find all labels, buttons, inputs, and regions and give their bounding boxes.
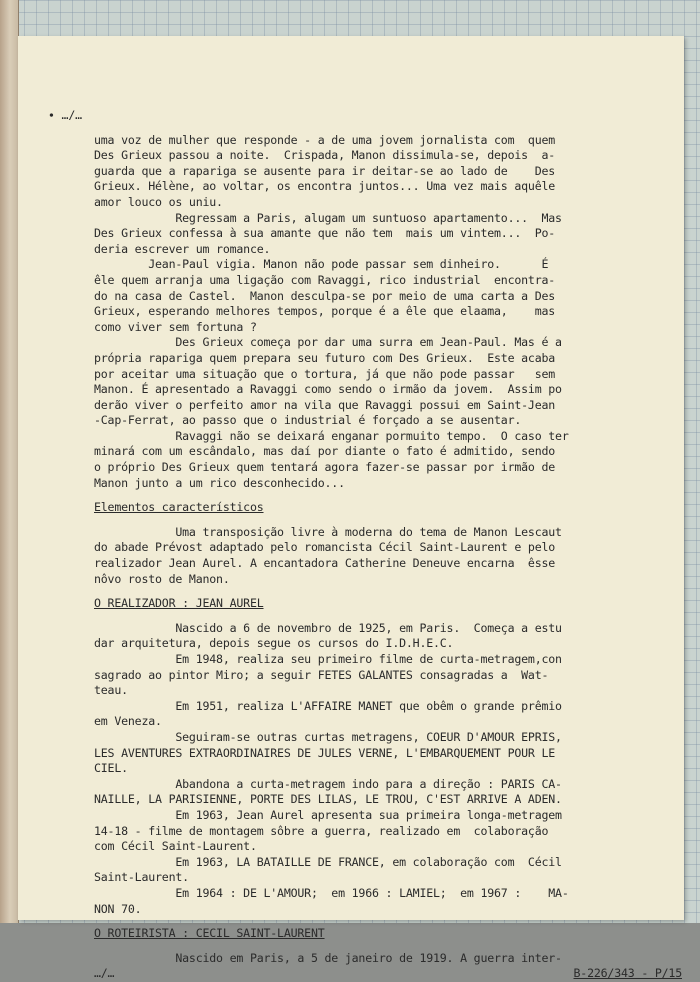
- text-line: NAILLE, LA PARISIENNE, PORTE DES LILAS, LE TROU, C'EST ARRIVE A ADEN.: [94, 792, 562, 807]
- page-footer: [94, 966, 682, 982]
- synopsis-paragraphs: [94, 133, 668, 492]
- document-reference: B-226/343 - P/15: [573, 966, 682, 981]
- text-line: nôvo rosto de Manon.: [94, 571, 230, 586]
- text-line: minará com um escândalo, mas daí por diante o fato é admitido, sendo: [94, 444, 556, 459]
- text-line: Em 1951, realiza L'AFFAIRE MANET que obêm o grande prêmio: [94, 698, 562, 713]
- text-line: teau.: [94, 683, 128, 698]
- text-line: Ravaggi não se deixará enganar pormuito tempo. O caso ter: [94, 428, 569, 443]
- text-line: Seguiram-se outras curtas metragens, COEUR D'AMOUR EPRIS,: [94, 729, 562, 744]
- roteirista-first-line: Nascido em Paris, a 5 de janeiro de 1919. A guerra inter-: [94, 950, 562, 965]
- text-line: o próprio Des Grieux quem tentará agora fazer-se passar por irmão de: [94, 460, 556, 475]
- text-line: Grieux. Hélène, ao voltar, os encontra juntos... Uma vez mais aquêle: [94, 179, 556, 194]
- text-line: -Cap-Ferrat, ao passo que o industrial é forçado a se ausentar.: [94, 413, 522, 428]
- text-line: Des Grieux confessa à sua amante que não tem mais um vintem... Po-: [94, 226, 556, 241]
- realizador-paragraphs: [94, 621, 668, 917]
- text-line: CIEL.: [94, 761, 128, 776]
- text-line: do abade Prévost adaptado pelo romancista Cécil Saint-Laurent e pelo: [94, 540, 556, 555]
- text-line: do na casa de Castel. Manon desculpa-se por meio de uma carta a Des: [94, 288, 556, 303]
- heading-realizador: O REALIZADOR : JEAN AUREL: [94, 596, 264, 611]
- text-line: Manon. É apresentado a Ravaggi como sendo o irmão da jovem. Assim po: [94, 382, 562, 397]
- text-line: amor louco os uniu.: [94, 194, 223, 209]
- text-line: Em 1963, Jean Aurel apresenta sua primeira longa-metragem: [94, 807, 562, 822]
- binder-edge: [0, 0, 19, 923]
- text-line: Em 1963, LA BATAILLE DE FRANCE, em colaboração com Cécil: [94, 854, 562, 869]
- text-line: Nascido a 6 de novembro de 1925, em Paris. Começa a estu: [94, 620, 562, 635]
- text-line: como viver sem fortuna ?: [94, 319, 257, 334]
- text-line: guarda que a rapariga se ausente para ir deitar-se ao lado de Des: [94, 163, 556, 178]
- elementos-paragraphs: [94, 525, 668, 587]
- text-line: Em 1964 : DE L'AMOUR; em 1966 : LAMIEL; em 1967 : MA-: [94, 885, 569, 900]
- text-line: em Veneza.: [94, 714, 162, 729]
- text-line: própria rapariga quem prepara seu futuro com Des Grieux. Este acaba: [94, 350, 556, 365]
- text-line: 14-18 - filme de montagem sôbre a guerra, realizado em colaboração: [94, 823, 549, 838]
- continuation-mark-top: ∙ …/…: [48, 108, 82, 122]
- text-line: LES AVENTURES EXTRAORDINAIRES DE JULES VERNE, L'EMBARQUEMENT POUR LE: [94, 745, 556, 760]
- text-line: uma voz de mulher que responde - a de uma jovem jornalista com quem: [94, 132, 556, 147]
- text-line: por aceitar uma situação que o tortura, já que não pode passar sem: [94, 366, 556, 381]
- typed-page: [18, 36, 684, 981]
- text-line: com Cécil Saint-Laurent.: [94, 839, 257, 854]
- text-line: Em 1948, realiza seu primeiro filme de curta-metragem,con: [94, 652, 562, 666]
- heading-elementos: Elementos característicos: [94, 500, 264, 515]
- text-line: Manon junto a um rico desconhecido...: [94, 475, 345, 490]
- text-line: NON 70.: [94, 901, 142, 916]
- text-line: deria escrever um romance.: [94, 241, 271, 256]
- text-line: derão viver o perfeito amor na vila que Ravaggi possui em Saint-Jean: [94, 397, 556, 412]
- text-line: Des Grieux passou a noite. Crispada, Manon dissimula-se, depois a-: [94, 148, 556, 163]
- text-line: êle quem arranja uma ligação com Ravaggi, rico industrial encontra-: [94, 272, 556, 287]
- text-line: Des Grieux começa por dar uma surra em Jean-Paul. Mas é a: [94, 335, 562, 350]
- page-text: [48, 108, 682, 982]
- text-line: sagrado ao pintor Miro; a seguir FETES GALANTES consagradas a Wat-: [94, 667, 549, 682]
- text-line: Grieux, esperando melhores tempos, porque é a êle que elaama, mas: [94, 304, 556, 319]
- text-line: Jean-Paul vigia. Manon não pode passar sem dinheiro. É: [94, 257, 549, 272]
- text-line: dar arquitetura, depois segue os cursos do I.D.H.E.C.: [94, 636, 454, 651]
- continuation-mark-bottom: …/…: [94, 966, 115, 981]
- heading-roteirista: O ROTEIRISTA : CECIL SAINT-LAURENT: [94, 926, 325, 941]
- text-line: Abandona a curta-metragem indo para a direção : PARIS CA-: [94, 776, 562, 791]
- text-line: realizador Jean Aurel. A encantadora Catherine Deneuve encarna êsse: [94, 556, 556, 571]
- text-line: Uma transposição livre à moderna do tema de Manon Lescaut: [94, 524, 562, 539]
- text-line: Regressam a Paris, alugam um suntuoso apartamento... Mas: [94, 210, 562, 225]
- text-line: Saint-Laurent.: [94, 870, 189, 885]
